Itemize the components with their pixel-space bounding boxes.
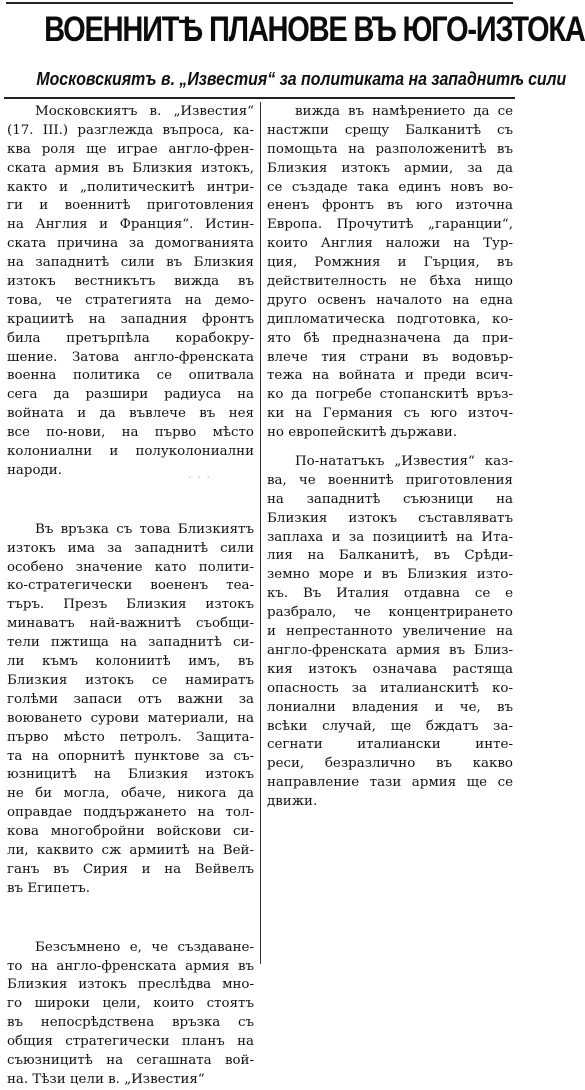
text-line: минаватъ най-важнитѣ съобщи-: [7, 616, 254, 632]
text-line: ененъ фронтъ въ юго източна: [267, 198, 513, 214]
text-line: сега да разшири радиуса на: [7, 387, 254, 403]
text-line: се създаде така единъ новъ во-: [267, 179, 513, 195]
text-line: била претърпѣла корабокру-: [7, 330, 254, 346]
paragraph-gap: [7, 481, 254, 521]
text-line: тежа на войната и преди всич-: [267, 368, 513, 384]
text-line: ганъ въ Сирия и на Вейвелъ: [7, 861, 254, 877]
text-line: войната и да въвлече въ нея: [7, 406, 254, 422]
text-line: на. Тѣзи цели в. „Известия“: [7, 1071, 205, 1087]
text-line: на западнитѣ съюзници на: [267, 491, 513, 507]
article-paragraph: [267, 453, 513, 812]
text-line: земно море и въ Близкия изто-: [267, 567, 513, 583]
text-line: настжпи срещу Балканитѣ съ: [267, 122, 513, 138]
text-line: ято бѣ предназначена да при-: [267, 330, 513, 346]
text-line: но европейскитѣ държави.: [267, 425, 458, 441]
text-line: Безсъмнено е, че създаване-: [35, 939, 254, 955]
text-line: юзницитѣ на Близкия изтокъ: [7, 767, 254, 783]
text-line: помощьта на разположенитѣ въ: [267, 141, 513, 157]
text-line: първо мѣсто петролъ. Защита-: [7, 729, 254, 745]
text-line: съюзницитѣ на сегашната вой-: [7, 1052, 254, 1068]
article-column-right: [267, 103, 513, 812]
text-line: кия изтокъ означава растяща: [267, 661, 513, 677]
text-line: на Англия и Франция“. Истин-: [7, 217, 254, 233]
show-through-ghost: · · ·: [188, 470, 212, 484]
text-line: оправдае поддържането на тол-: [7, 805, 254, 821]
text-line: голѣми запаси отъ важни за: [7, 691, 254, 707]
text-line: то на англо-френската армия въ: [7, 958, 254, 974]
text-line: ко да погребе стопанскитѣ връз-: [267, 387, 513, 403]
text-line: ко-стратегически воененъ теа-: [7, 578, 254, 594]
text-line: лия на Балканитѣ, въ Срѣди-: [267, 548, 513, 564]
text-line: друго освенъ началото на една: [267, 292, 513, 308]
article-paragraph: [7, 103, 254, 481]
text-line: англо-френската армия въ Близ-: [267, 642, 513, 658]
article-column-left: [7, 103, 254, 1090]
paragraph-gap: [7, 899, 254, 939]
text-line: (17. III.) разглежда въпроса, ка-: [7, 122, 254, 138]
text-line: колониални и полуколониални: [7, 444, 254, 460]
text-line: и непрестанното увеличение на: [267, 624, 513, 640]
text-line: Въ връзка съ това Близкиятъ: [35, 521, 254, 537]
text-line: Близкия изтокъ преслѣдва мно-: [7, 977, 254, 993]
text-line: Европа. Прочутитѣ „гаранции“,: [267, 217, 513, 233]
text-line: Близкия изтокъ армии, за да: [267, 160, 513, 176]
text-line: военна политика се опитвала: [7, 368, 254, 384]
text-line: заплаха и за позициитѣ на Итa-: [267, 529, 513, 545]
text-line: ква роля ще играе англо-френ-: [7, 141, 254, 157]
text-line: ки на Германия съ юго източ-: [267, 406, 513, 422]
text-line: народи.: [7, 462, 62, 478]
text-line: въ Египетъ.: [7, 880, 91, 896]
text-line: особено значение като полити-: [7, 559, 254, 575]
subheadline-rule: [4, 97, 515, 99]
text-line: вижда въ намѣрението да се: [295, 104, 513, 119]
text-line: търъ. Презъ Близкия изтокъ: [7, 597, 254, 613]
text-line: кова многобройни войскови си-: [7, 824, 254, 840]
text-line: Близкия изтокъ се намиратъ: [7, 672, 254, 688]
text-line: та на опорнитѣ пунктове за съ-: [7, 748, 254, 764]
text-line: действителность не бѣха нищо: [267, 274, 513, 290]
text-line: лониални владения и че, въ: [267, 699, 513, 715]
text-line: реси, безразлично въ какво: [267, 756, 513, 772]
text-line: всѣки случай, ще бждатъ за-: [267, 718, 513, 734]
paragraph-gap: [267, 443, 513, 453]
headline: ВОЕННИТѢ ПЛАНОВЕ ВЪ ЮГО-ИЗТОКА: [44, 10, 585, 49]
text-line: това, че стратегията на демо-: [7, 292, 254, 308]
text-line: къ. Въ Италия отдавна се е: [267, 586, 513, 602]
text-line: които Англия наложи на Тур-: [267, 236, 513, 252]
text-line: изтокъ вестникътъ вижда въ: [7, 274, 254, 290]
text-line: воюването сурови материали, на: [7, 710, 254, 726]
text-line: Московскиятъ в. „Известия“: [35, 104, 254, 119]
text-line: ги и военнитѣ приготовления: [7, 198, 254, 214]
text-line: ли, каквито сж армиитѣ на Вей-: [7, 842, 254, 858]
text-line: опасность за италианскитѣ ко-: [267, 680, 513, 696]
article-paragraph: [267, 103, 513, 443]
text-line: тели пжтища на западнитѣ си-: [7, 635, 254, 651]
text-line: Близкия изтокъ съставляватъ: [267, 510, 513, 526]
text-line: както и „политическитѣ интри-: [7, 179, 254, 195]
text-line: все по-нови, на първо мѣсто: [7, 425, 254, 441]
text-line: въ непосрѣдствена връзка съ: [7, 1015, 254, 1031]
column-divider: [260, 102, 261, 964]
text-line: направление тази армия ще се: [267, 775, 513, 791]
text-line: ция, Ромжния и Гърция, въ: [267, 255, 513, 271]
text-line: сегнати италиански инте-: [267, 737, 513, 753]
text-line: на западнитѣ сили въ Близкия: [7, 255, 254, 271]
text-line: ли къмъ колониитѣ имъ, въ: [7, 654, 254, 670]
subheadline: Московскиятъ в. „Известия“ за политиката на западнитѣ сили: [36, 68, 567, 89]
text-line: не би могла, обаче, никога да: [7, 786, 254, 802]
text-line: крациитѣ на западния фронтъ: [7, 311, 254, 327]
text-line: го широки цели, които стоятъ: [7, 996, 254, 1012]
article-paragraph: [7, 521, 254, 899]
text-line: общия стратегически планъ на: [7, 1034, 254, 1050]
article-paragraph: [7, 939, 254, 1090]
text-line: разбрало, че концентрирането: [267, 605, 513, 621]
text-line: влече тия страни въ водовър-: [267, 349, 513, 365]
text-line: шение. Затова англо-френската: [7, 349, 254, 365]
text-line: По-нататъкъ „Известия“ каз-: [295, 454, 513, 470]
text-line: дипломатическа подготовка, ко-: [267, 311, 513, 327]
text-line: движи.: [267, 794, 318, 810]
text-line: ва, че военнитѣ приготовления: [267, 472, 513, 488]
text-line: ската армия въ Близкия изтокъ,: [7, 160, 254, 176]
text-line: ската причина за домогванията: [7, 236, 254, 252]
text-line: изтокъ има за западнитѣ сили: [7, 540, 254, 556]
